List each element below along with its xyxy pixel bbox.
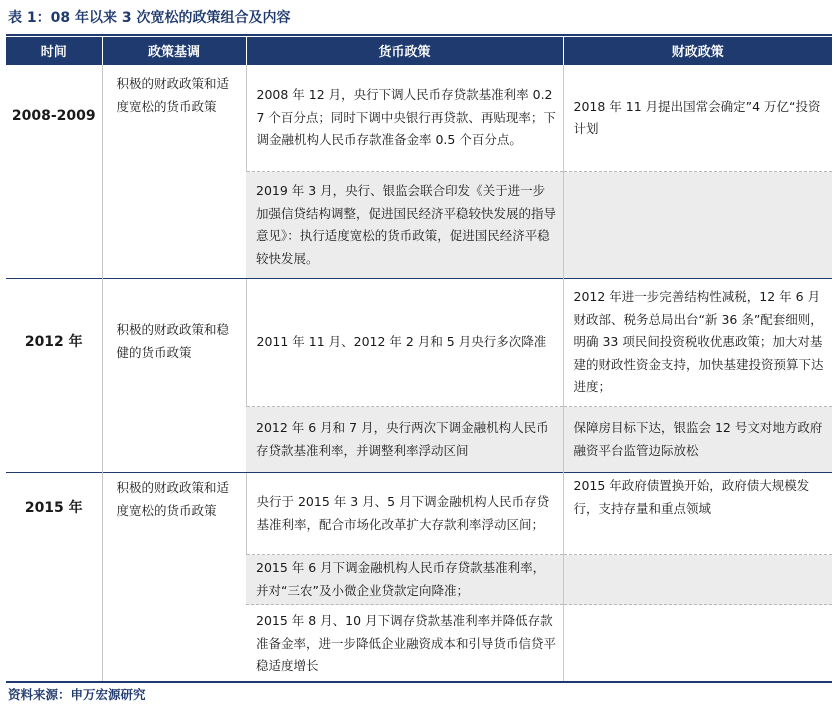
title-divider [6, 34, 832, 36]
monetary-policy-cell: 央行于 2015 年 3 月、5 月下调金融机构人民币存贷基准利率，配合市场化改革扩大存款利率浮动区间； [246, 473, 563, 555]
header-monetary-policy: 货币政策 [246, 37, 563, 65]
header-row [6, 37, 832, 65]
fiscal-policy-cell: 2015 年政府债置换开始，政府债大规模发行，支持存量和重点领域 [563, 473, 832, 555]
monetary-policy-cell: 2019 年 3 月，央行、银监会联合印发《关于进一步加强信贷结构调整，促进国民经济平稳较快发展的指导意见》：执行适度宽松的货币政策，促进国民经济平稳较快发展。 [246, 172, 563, 279]
policy-tone-text: 积极的财政政策和稳健的货币政策 [116, 322, 230, 360]
policy-tone-text: 积极的财政政策和适度宽松的货币政策 [116, 76, 230, 114]
monetary-policy-cell: 2015 年 8 月、10 月下调存贷款基准利率并降低存款准备金率，进一步降低企业融资成本和引导货币信贷平稳适度增长 [246, 605, 563, 683]
header-time: 时间 [6, 37, 102, 65]
header-fiscal-policy: 财政政策 [563, 37, 832, 65]
monetary-policy-cell: 2012 年 6 月和 7 月，央行两次下调金融机构人民币存贷款基准利率，并调整利率浮动区间 [246, 407, 563, 473]
policy-tone-text: 积极的财政政策和适度宽松的货币政策 [116, 480, 230, 518]
monetary-policy-cell: 2015 年 6 月下调金融机构人民币存贷款基准利率，并对“三农”及小微企业贷款定向降准； [246, 555, 563, 605]
policy-tone-cell [102, 473, 246, 683]
header-policy-tone: 政策基调 [102, 37, 246, 65]
table-row [6, 473, 832, 555]
fiscal-policy-cell [563, 605, 832, 683]
period-cell: 2015 年 [6, 473, 102, 683]
monetary-policy-cell: 2011 年 11 月、2012 年 2 月和 5 月央行多次降准 [246, 279, 563, 407]
policy-tone-cell [102, 65, 246, 279]
table-row [6, 65, 832, 172]
policy-table [6, 37, 832, 683]
period-cell: 2012 年 [6, 279, 102, 473]
source-note: 资料来源：申万宏源研究 [8, 687, 146, 702]
fiscal-policy-cell: 2012 年进一步完善结构性减税，12 年 6 月财政部、税务总局出台“新 36 条”配套细则，明确 33 项民间投资税收优惠政策；加大对基建的财政性资金支持，加快基建投资预算下达进度； [563, 279, 832, 407]
footer-divider [6, 681, 832, 683]
monetary-policy-cell: 2008 年 12 月，央行下调人民币存贷款基准利率 0.27 个百分点；同时下调中央银行再贷款、再贴现率；下调金融机构人民币存款准备金率 0.5 个百分点。 [246, 65, 563, 172]
fiscal-policy-cell: 保障房目标下达，银监会 12 号文对地方政府融资平台监管边际放松 [563, 407, 832, 473]
fiscal-policy-cell [563, 555, 832, 605]
table-title: 表 1：08 年以来 3 次宽松的政策组合及内容 [8, 10, 291, 26]
table-row [6, 279, 832, 407]
period-cell: 2008-2009 [6, 65, 102, 279]
fiscal-policy-cell: 2018 年 11 月提出国常会确定”4 万亿“投资计划 [563, 65, 832, 172]
policy-tone-cell [102, 279, 246, 473]
fiscal-policy-cell [563, 172, 832, 279]
